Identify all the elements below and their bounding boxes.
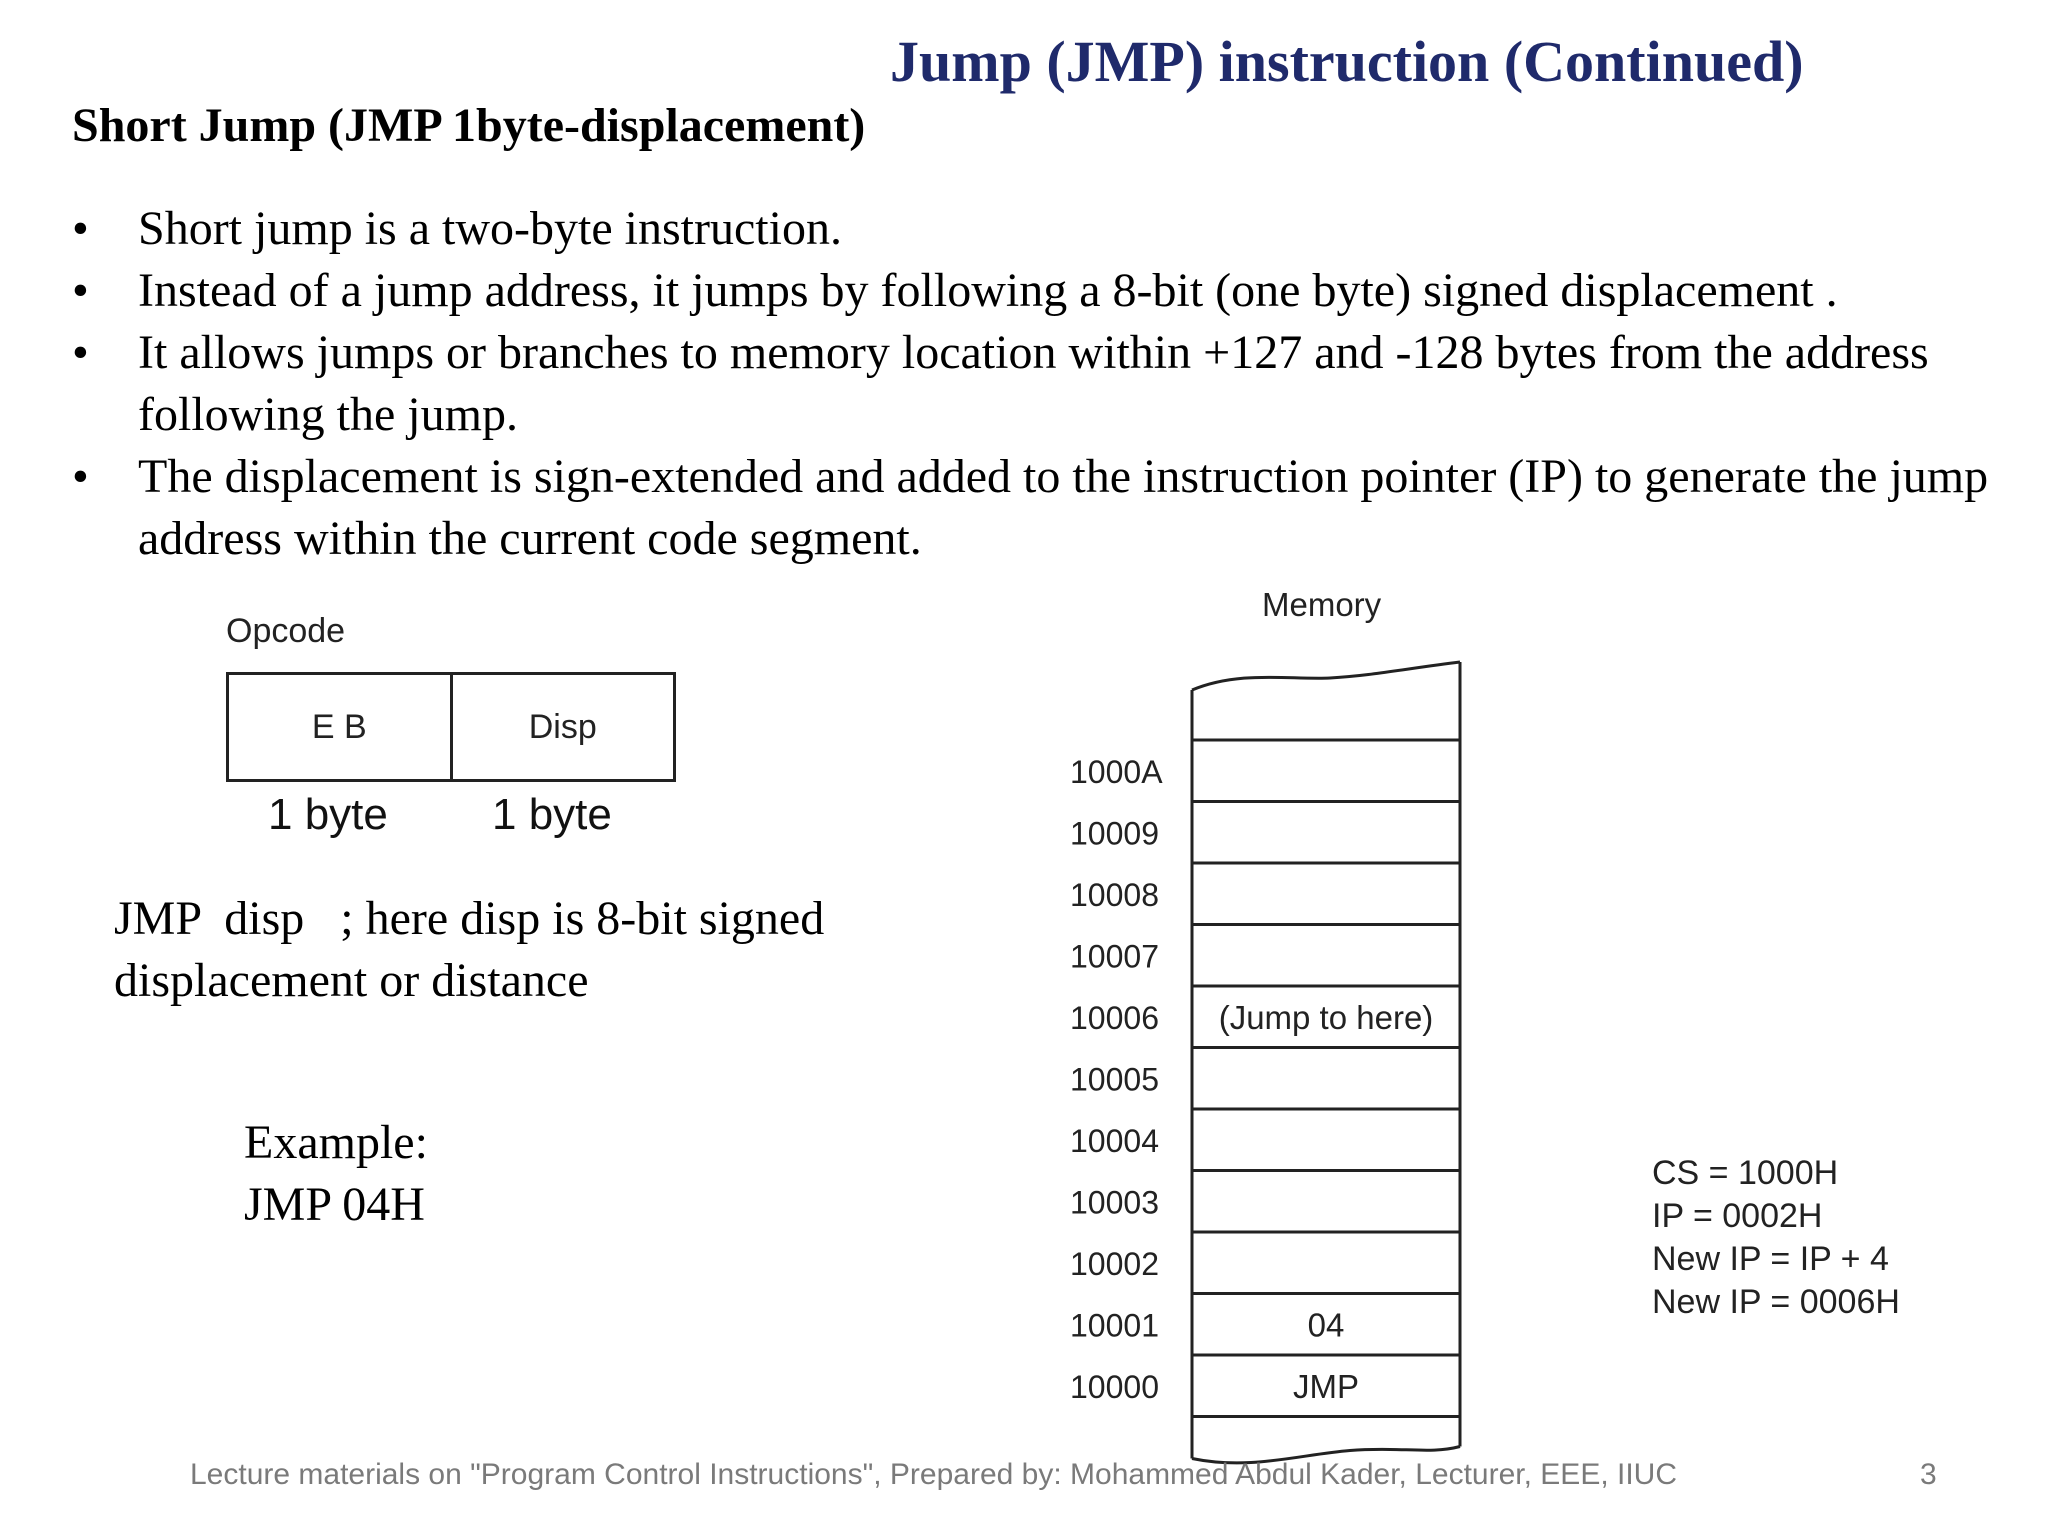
- memory-title: Memory: [1262, 586, 1382, 623]
- memory-address: 10007: [1070, 938, 1159, 975]
- memory-address: 10009: [1070, 815, 1159, 852]
- memory-address: 10003: [1070, 1184, 1159, 1221]
- description-line-1: JMP disp ; here disp is 8-bit signed: [114, 892, 825, 945]
- memory-cell-content: JMP: [1293, 1367, 1359, 1405]
- bullet-dot-icon: •: [72, 264, 89, 317]
- calc-line: New IP = 0006H: [1652, 1283, 1900, 1321]
- memory-address: 1000A: [1070, 753, 1163, 790]
- page-number: 3: [1920, 1458, 1937, 1491]
- opcode-box: [226, 672, 676, 782]
- bullet-item: [72, 260, 2022, 322]
- opcode-label: Opcode: [226, 612, 346, 650]
- opcode-cell-eb: E B: [311, 707, 367, 746]
- bullet-dot-icon: •: [72, 450, 89, 503]
- bullet-text: The displacement is sign-extended and added to the instruction pointer (IP) to generate the jump address within the current code segment.: [138, 450, 1989, 565]
- bullet-dot-icon: •: [72, 202, 89, 255]
- section-heading: Short Jump (JMP 1byte-displacement): [72, 99, 866, 152]
- memory-cell-content: 04: [1307, 1306, 1345, 1344]
- calculation-block: [1652, 1152, 1900, 1324]
- memory-diagram: [1050, 650, 1500, 1470]
- bullet-item: [72, 198, 2022, 260]
- example-code: JMP 04H: [244, 1178, 425, 1231]
- opcode-cell-disp: Disp: [450, 675, 674, 779]
- example-block: [244, 1112, 428, 1236]
- bullet-text: Short jump is a two-byte instruction.: [138, 202, 842, 255]
- example-label: Example:: [244, 1116, 428, 1169]
- instruction-description: [114, 888, 934, 1012]
- footer-text: Lecture materials on "Program Control Instructions", Prepared by: Mohammed Abdul Kader, Lecturer, EEE, IIUC: [190, 1458, 1677, 1491]
- memory-address: 10002: [1070, 1245, 1159, 1282]
- memory-address: 10000: [1070, 1368, 1159, 1405]
- memory-address: 10004: [1070, 1122, 1159, 1159]
- memory-rows: [1070, 662, 1460, 1463]
- calc-line: CS = 1000H: [1652, 1154, 1839, 1192]
- calc-line: New IP = IP + 4: [1652, 1240, 1889, 1278]
- memory-address: 10008: [1070, 876, 1159, 913]
- memory-torn-top: [1192, 662, 1460, 690]
- memory-cell-content: (Jump to here): [1218, 998, 1434, 1036]
- slide-title: Jump (JMP) instruction (Continued): [890, 29, 1804, 94]
- bullet-dot-icon: •: [72, 326, 89, 379]
- bullet-text: Instead of a jump address, it jumps by following a 8-bit (one byte) signed displacement .: [138, 264, 1838, 317]
- description-line-2: displacement or distance: [114, 954, 589, 1007]
- memory-address: 10006: [1070, 999, 1159, 1036]
- memory-address: 10005: [1070, 1061, 1159, 1098]
- byte-label-1: 1 byte: [268, 790, 388, 839]
- bullet-list: [72, 198, 2022, 570]
- memory-address: 10001: [1070, 1307, 1159, 1344]
- calc-line: IP = 0002H: [1652, 1197, 1823, 1235]
- bullet-item: [72, 322, 2022, 446]
- byte-label-2: 1 byte: [492, 790, 612, 839]
- bullet-text: It allows jumps or branches to memory location within +127 and -128 bytes from the address following the jump.: [138, 326, 1929, 441]
- bullet-item: [72, 446, 2022, 570]
